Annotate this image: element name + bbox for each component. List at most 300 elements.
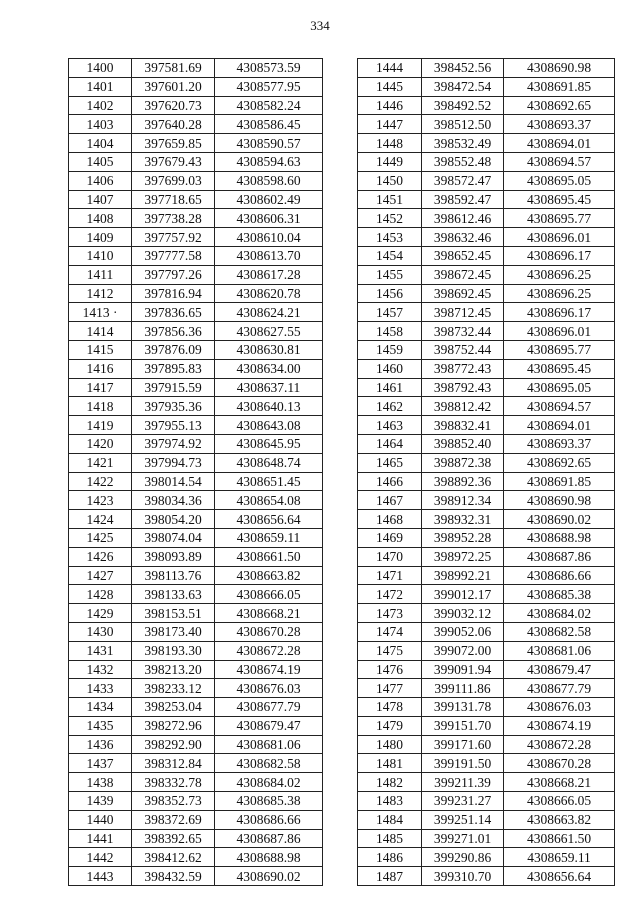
point-number-cell: 1468 — [358, 510, 422, 529]
x-coordinate-cell: 398952.28 — [422, 528, 504, 547]
table-row — [69, 359, 323, 378]
y-coordinate-cell: 4308693.37 — [504, 434, 615, 453]
x-coordinate-cell: 399072.00 — [422, 641, 504, 660]
table-row — [69, 491, 323, 510]
y-coordinate-cell: 4308676.03 — [215, 679, 323, 698]
point-number-cell: 1443 — [69, 867, 132, 886]
x-coordinate-cell: 398312.84 — [132, 754, 215, 773]
x-coordinate-cell: 398432.59 — [132, 867, 215, 886]
point-number-cell: 1462 — [358, 397, 422, 416]
point-number-cell: 1487 — [358, 867, 422, 886]
point-number-cell: 1417 — [69, 378, 132, 397]
point-number-cell: 1474 — [358, 622, 422, 641]
x-coordinate-cell: 397738.28 — [132, 209, 215, 228]
x-coordinate-cell: 397581.69 — [132, 59, 215, 78]
table-row — [358, 378, 615, 397]
table-row — [358, 491, 615, 510]
x-coordinate-cell: 397640.28 — [132, 115, 215, 134]
x-coordinate-cell: 398792.43 — [422, 378, 504, 397]
x-coordinate-cell: 399131.78 — [422, 698, 504, 717]
point-number-cell: 1432 — [69, 660, 132, 679]
table-row — [69, 77, 323, 96]
y-coordinate-cell: 4308687.86 — [504, 547, 615, 566]
x-coordinate-cell: 398034.36 — [132, 491, 215, 510]
point-number-cell: 1471 — [358, 566, 422, 585]
x-coordinate-cell: 397659.85 — [132, 134, 215, 153]
point-number-cell: 1460 — [358, 359, 422, 378]
table-row — [69, 641, 323, 660]
y-coordinate-cell: 4308668.21 — [504, 773, 615, 792]
table-row — [358, 754, 615, 773]
y-coordinate-cell: 4308691.85 — [504, 77, 615, 96]
y-coordinate-cell: 4308610.04 — [215, 228, 323, 247]
table-row — [358, 77, 615, 96]
y-coordinate-cell: 4308692.65 — [504, 96, 615, 115]
table-row — [69, 96, 323, 115]
y-coordinate-cell: 4308663.82 — [215, 566, 323, 585]
y-coordinate-cell: 4308688.98 — [215, 848, 323, 867]
table-row — [69, 679, 323, 698]
y-coordinate-cell: 4308685.38 — [504, 585, 615, 604]
x-coordinate-cell: 397777.58 — [132, 246, 215, 265]
x-coordinate-cell: 398093.89 — [132, 547, 215, 566]
point-number-cell: 1456 — [358, 284, 422, 303]
point-number-cell: 1450 — [358, 171, 422, 190]
table-row — [358, 246, 615, 265]
point-number-cell: 1429 — [69, 604, 132, 623]
x-coordinate-cell: 398372.69 — [132, 810, 215, 829]
point-number-cell: 1484 — [358, 810, 422, 829]
point-number-cell: 1402 — [69, 96, 132, 115]
table-row — [358, 604, 615, 623]
x-coordinate-cell: 398892.36 — [422, 472, 504, 491]
x-coordinate-cell: 397620.73 — [132, 96, 215, 115]
table-row — [358, 716, 615, 735]
y-coordinate-cell: 4308651.45 — [215, 472, 323, 491]
table-row — [358, 152, 615, 171]
y-coordinate-cell: 4308677.79 — [215, 698, 323, 717]
y-coordinate-cell: 4308696.25 — [504, 265, 615, 284]
x-coordinate-cell: 397994.73 — [132, 453, 215, 472]
x-coordinate-cell: 399231.27 — [422, 792, 504, 811]
table-row — [69, 528, 323, 547]
x-coordinate-cell: 398992.21 — [422, 566, 504, 585]
table-row — [358, 660, 615, 679]
x-coordinate-cell: 398054.20 — [132, 510, 215, 529]
y-coordinate-cell: 4308577.95 — [215, 77, 323, 96]
table-row — [358, 510, 615, 529]
x-coordinate-cell: 398872.38 — [422, 453, 504, 472]
table-row — [358, 434, 615, 453]
x-coordinate-cell: 398412.62 — [132, 848, 215, 867]
table-row — [69, 622, 323, 641]
point-number-cell: 1473 — [358, 604, 422, 623]
y-coordinate-cell: 4308670.28 — [504, 754, 615, 773]
y-coordinate-cell: 4308696.17 — [504, 303, 615, 322]
table-row — [358, 359, 615, 378]
y-coordinate-cell: 4308695.77 — [504, 209, 615, 228]
point-number-cell: 1447 — [358, 115, 422, 134]
table-row — [358, 829, 615, 848]
point-number-cell: 1453 — [358, 228, 422, 247]
point-number-cell: 1451 — [358, 190, 422, 209]
table-row — [69, 773, 323, 792]
y-coordinate-cell: 4308659.11 — [215, 528, 323, 547]
table-row — [69, 209, 323, 228]
table-row — [69, 152, 323, 171]
point-number-cell: 1421 — [69, 453, 132, 472]
y-coordinate-cell: 4308696.17 — [504, 246, 615, 265]
x-coordinate-cell: 397816.94 — [132, 284, 215, 303]
table-row — [69, 322, 323, 341]
y-coordinate-cell: 4308659.11 — [504, 848, 615, 867]
table-row — [358, 322, 615, 341]
x-coordinate-cell: 399012.17 — [422, 585, 504, 604]
table-row — [69, 792, 323, 811]
x-coordinate-cell: 398074.04 — [132, 528, 215, 547]
point-number-cell: 1407 — [69, 190, 132, 209]
y-coordinate-cell: 4308695.45 — [504, 190, 615, 209]
x-coordinate-cell: 398332.78 — [132, 773, 215, 792]
x-coordinate-cell: 397856.36 — [132, 322, 215, 341]
x-coordinate-cell: 399052.06 — [422, 622, 504, 641]
point-number-cell: 1424 — [69, 510, 132, 529]
y-coordinate-cell: 4308590.57 — [215, 134, 323, 153]
y-coordinate-cell: 4308695.45 — [504, 359, 615, 378]
y-coordinate-cell: 4308620.78 — [215, 284, 323, 303]
table-row — [358, 622, 615, 641]
y-coordinate-cell: 4308674.19 — [215, 660, 323, 679]
y-coordinate-cell: 4308666.05 — [504, 792, 615, 811]
x-coordinate-cell: 398712.45 — [422, 303, 504, 322]
point-number-cell: 1454 — [358, 246, 422, 265]
y-coordinate-cell: 4308677.79 — [504, 679, 615, 698]
x-coordinate-cell: 398772.43 — [422, 359, 504, 378]
x-coordinate-cell: 397679.43 — [132, 152, 215, 171]
point-number-cell: 1440 — [69, 810, 132, 829]
point-number-cell: 1406 — [69, 171, 132, 190]
y-coordinate-cell: 4308670.28 — [215, 622, 323, 641]
table-row — [358, 867, 615, 886]
point-number-cell: 1411 — [69, 265, 132, 284]
table-row — [69, 453, 323, 472]
table-row — [358, 698, 615, 717]
y-coordinate-cell: 4308694.57 — [504, 397, 615, 416]
x-coordinate-cell: 398752.44 — [422, 340, 504, 359]
x-coordinate-cell: 397935.36 — [132, 397, 215, 416]
y-coordinate-cell: 4308668.21 — [215, 604, 323, 623]
point-number-cell: 1439 — [69, 792, 132, 811]
table-row — [69, 115, 323, 134]
table-row — [69, 472, 323, 491]
table-row — [69, 829, 323, 848]
point-number-cell: 1444 — [358, 59, 422, 78]
x-coordinate-cell: 397915.59 — [132, 378, 215, 397]
y-coordinate-cell: 4308684.02 — [215, 773, 323, 792]
x-coordinate-cell: 399211.39 — [422, 773, 504, 792]
y-coordinate-cell: 4308694.57 — [504, 152, 615, 171]
x-coordinate-cell: 398233.12 — [132, 679, 215, 698]
point-number-cell: 1434 — [69, 698, 132, 717]
table-row — [69, 434, 323, 453]
table-row — [69, 698, 323, 717]
point-number-cell: 1420 — [69, 434, 132, 453]
table-row — [358, 585, 615, 604]
y-coordinate-cell: 4308661.50 — [215, 547, 323, 566]
table-row — [69, 265, 323, 284]
point-number-cell: 1472 — [358, 585, 422, 604]
x-coordinate-cell: 399111.86 — [422, 679, 504, 698]
x-coordinate-cell: 397797.26 — [132, 265, 215, 284]
point-number-cell: 1427 — [69, 566, 132, 585]
x-coordinate-cell: 399290.86 — [422, 848, 504, 867]
y-coordinate-cell: 4308695.05 — [504, 378, 615, 397]
point-number-cell: 1403 — [69, 115, 132, 134]
y-coordinate-cell: 4308690.02 — [504, 510, 615, 529]
table-row — [69, 246, 323, 265]
y-coordinate-cell: 4308686.66 — [215, 810, 323, 829]
x-coordinate-cell: 398352.73 — [132, 792, 215, 811]
coordinates-table-left — [68, 58, 323, 886]
x-coordinate-cell: 397718.65 — [132, 190, 215, 209]
table-row — [358, 303, 615, 322]
y-coordinate-cell: 4308672.28 — [215, 641, 323, 660]
x-coordinate-cell: 398672.45 — [422, 265, 504, 284]
x-coordinate-cell: 399151.70 — [422, 716, 504, 735]
table-row — [358, 735, 615, 754]
table-row — [69, 190, 323, 209]
x-coordinate-cell: 397974.92 — [132, 434, 215, 453]
table-row — [358, 134, 615, 153]
x-coordinate-cell: 398512.50 — [422, 115, 504, 134]
y-coordinate-cell: 4308640.13 — [215, 397, 323, 416]
y-coordinate-cell: 4308682.58 — [215, 754, 323, 773]
point-number-cell: 1416 — [69, 359, 132, 378]
point-number-cell: 1409 — [69, 228, 132, 247]
point-number-cell: 1476 — [358, 660, 422, 679]
table-row — [69, 585, 323, 604]
x-coordinate-cell: 398213.20 — [132, 660, 215, 679]
table-row — [358, 171, 615, 190]
x-coordinate-cell: 398113.76 — [132, 566, 215, 585]
x-coordinate-cell: 398912.34 — [422, 491, 504, 510]
point-number-cell: 1475 — [358, 641, 422, 660]
point-number-cell: 1457 — [358, 303, 422, 322]
table-row — [69, 716, 323, 735]
table-row — [358, 115, 615, 134]
y-coordinate-cell: 4308656.64 — [215, 510, 323, 529]
point-number-cell: 1436 — [69, 735, 132, 754]
point-number-cell: 1419 — [69, 416, 132, 435]
table-row — [358, 190, 615, 209]
x-coordinate-cell: 399251.14 — [422, 810, 504, 829]
x-coordinate-cell: 398552.48 — [422, 152, 504, 171]
x-coordinate-cell: 397699.03 — [132, 171, 215, 190]
x-coordinate-cell: 398292.90 — [132, 735, 215, 754]
y-coordinate-cell: 4308695.77 — [504, 340, 615, 359]
point-number-cell: 1431 — [69, 641, 132, 660]
y-coordinate-cell: 4308617.28 — [215, 265, 323, 284]
x-coordinate-cell: 398812.42 — [422, 397, 504, 416]
y-coordinate-cell: 4308693.37 — [504, 115, 615, 134]
x-coordinate-cell: 399091.94 — [422, 660, 504, 679]
table-row — [358, 265, 615, 284]
table-row — [69, 848, 323, 867]
x-coordinate-cell: 397601.20 — [132, 77, 215, 96]
x-coordinate-cell: 398532.49 — [422, 134, 504, 153]
y-coordinate-cell: 4308606.31 — [215, 209, 323, 228]
x-coordinate-cell: 397955.13 — [132, 416, 215, 435]
point-number-cell: 1481 — [358, 754, 422, 773]
table-row — [358, 416, 615, 435]
point-number-cell: 1458 — [358, 322, 422, 341]
point-number-cell: 1459 — [358, 340, 422, 359]
point-number-cell: 1442 — [69, 848, 132, 867]
y-coordinate-cell: 4308684.02 — [504, 604, 615, 623]
point-number-cell: 1400 — [69, 59, 132, 78]
table-row — [358, 59, 615, 78]
table-row — [358, 679, 615, 698]
point-number-cell: 1477 — [358, 679, 422, 698]
y-coordinate-cell: 4308594.63 — [215, 152, 323, 171]
point-number-cell: 1426 — [69, 547, 132, 566]
y-coordinate-cell: 4308634.00 — [215, 359, 323, 378]
y-coordinate-cell: 4308681.06 — [215, 735, 323, 754]
y-coordinate-cell: 4308685.38 — [215, 792, 323, 811]
y-coordinate-cell: 4308643.08 — [215, 416, 323, 435]
y-coordinate-cell: 4308582.24 — [215, 96, 323, 115]
point-number-cell: 1486 — [358, 848, 422, 867]
point-number-cell: 1415 — [69, 340, 132, 359]
point-number-cell: 1438 — [69, 773, 132, 792]
point-number-cell: 1485 — [358, 829, 422, 848]
point-number-cell: 1463 — [358, 416, 422, 435]
y-coordinate-cell: 4308663.82 — [504, 810, 615, 829]
x-coordinate-cell: 398193.30 — [132, 641, 215, 660]
table-row — [69, 754, 323, 773]
table-row — [358, 209, 615, 228]
y-coordinate-cell: 4308696.01 — [504, 228, 615, 247]
table-row — [358, 453, 615, 472]
y-coordinate-cell: 4308586.45 — [215, 115, 323, 134]
point-number-cell: 1452 — [358, 209, 422, 228]
table-row — [358, 810, 615, 829]
point-number-cell: 1410 — [69, 246, 132, 265]
point-number-cell: 1404 — [69, 134, 132, 153]
y-coordinate-cell: 4308686.66 — [504, 566, 615, 585]
point-number-cell: 1408 — [69, 209, 132, 228]
table-row — [358, 397, 615, 416]
point-number-cell: 1441 — [69, 829, 132, 848]
x-coordinate-cell: 398153.51 — [132, 604, 215, 623]
point-number-cell: 1418 — [69, 397, 132, 416]
y-coordinate-cell: 4308679.47 — [504, 660, 615, 679]
y-coordinate-cell: 4308624.21 — [215, 303, 323, 322]
table-row — [358, 566, 615, 585]
table-row — [358, 547, 615, 566]
y-coordinate-cell: 4308613.70 — [215, 246, 323, 265]
y-coordinate-cell: 4308672.28 — [504, 735, 615, 754]
table-row — [358, 773, 615, 792]
table-row — [358, 340, 615, 359]
y-coordinate-cell: 4308645.95 — [215, 434, 323, 453]
table-row — [69, 228, 323, 247]
table-row — [358, 228, 615, 247]
table-row — [69, 660, 323, 679]
y-coordinate-cell: 4308627.55 — [215, 322, 323, 341]
y-coordinate-cell: 4308674.19 — [504, 716, 615, 735]
y-coordinate-cell: 4308690.98 — [504, 491, 615, 510]
table-row — [358, 96, 615, 115]
x-coordinate-cell: 398732.44 — [422, 322, 504, 341]
x-coordinate-cell: 398612.46 — [422, 209, 504, 228]
y-coordinate-cell: 4308687.86 — [215, 829, 323, 848]
point-number-cell: 1413 · — [69, 303, 132, 322]
table-row — [69, 604, 323, 623]
table-row — [358, 284, 615, 303]
x-coordinate-cell: 397895.83 — [132, 359, 215, 378]
point-number-cell: 1423 — [69, 491, 132, 510]
y-coordinate-cell: 4308681.06 — [504, 641, 615, 660]
x-coordinate-cell: 398572.47 — [422, 171, 504, 190]
point-number-cell: 1448 — [358, 134, 422, 153]
x-coordinate-cell: 398492.52 — [422, 96, 504, 115]
point-number-cell: 1455 — [358, 265, 422, 284]
y-coordinate-cell: 4308695.05 — [504, 171, 615, 190]
y-coordinate-cell: 4308630.81 — [215, 340, 323, 359]
point-number-cell: 1446 — [358, 96, 422, 115]
table-row — [69, 134, 323, 153]
x-coordinate-cell: 399032.12 — [422, 604, 504, 623]
table-row — [358, 848, 615, 867]
x-coordinate-cell: 398852.40 — [422, 434, 504, 453]
table-row — [69, 397, 323, 416]
y-coordinate-cell: 4308666.05 — [215, 585, 323, 604]
point-number-cell: 1470 — [358, 547, 422, 566]
point-number-cell: 1435 — [69, 716, 132, 735]
point-number-cell: 1405 — [69, 152, 132, 171]
point-number-cell: 1466 — [358, 472, 422, 491]
table-row — [69, 340, 323, 359]
table-row — [69, 284, 323, 303]
y-coordinate-cell: 4308696.25 — [504, 284, 615, 303]
x-coordinate-cell: 398253.04 — [132, 698, 215, 717]
point-number-cell: 1464 — [358, 434, 422, 453]
x-coordinate-cell: 398133.63 — [132, 585, 215, 604]
x-coordinate-cell: 398972.25 — [422, 547, 504, 566]
y-coordinate-cell: 4308688.98 — [504, 528, 615, 547]
x-coordinate-cell: 399310.70 — [422, 867, 504, 886]
x-coordinate-cell: 399191.50 — [422, 754, 504, 773]
x-coordinate-cell: 398272.96 — [132, 716, 215, 735]
y-coordinate-cell: 4308661.50 — [504, 829, 615, 848]
table-row — [358, 792, 615, 811]
y-coordinate-cell: 4308682.58 — [504, 622, 615, 641]
y-coordinate-cell: 4308679.47 — [215, 716, 323, 735]
point-number-cell: 1414 — [69, 322, 132, 341]
y-coordinate-cell: 4308691.85 — [504, 472, 615, 491]
y-coordinate-cell: 4308637.11 — [215, 378, 323, 397]
y-coordinate-cell: 4308602.49 — [215, 190, 323, 209]
table-row — [69, 735, 323, 754]
x-coordinate-cell: 399271.01 — [422, 829, 504, 848]
x-coordinate-cell: 399171.60 — [422, 735, 504, 754]
point-number-cell: 1428 — [69, 585, 132, 604]
point-number-cell: 1425 — [69, 528, 132, 547]
point-number-cell: 1430 — [69, 622, 132, 641]
y-coordinate-cell: 4308696.01 — [504, 322, 615, 341]
x-coordinate-cell: 398173.40 — [132, 622, 215, 641]
